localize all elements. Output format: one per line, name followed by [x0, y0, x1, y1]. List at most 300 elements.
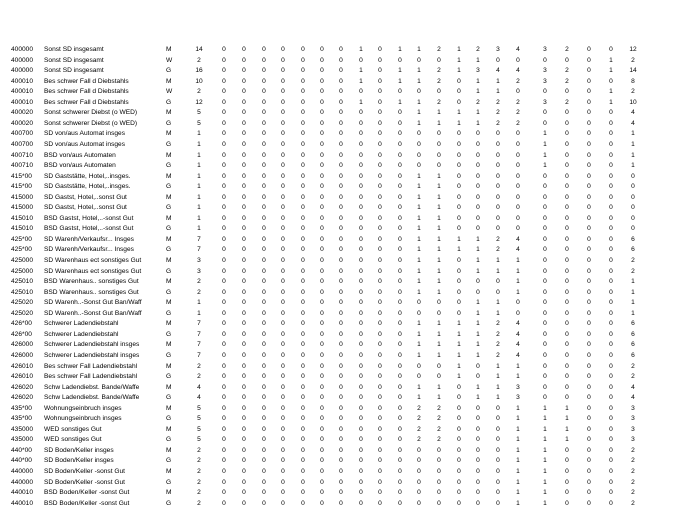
count-cell: 0: [262, 151, 266, 159]
count-cell: 0: [222, 425, 226, 433]
count-cell: 0: [587, 46, 591, 53]
count-cell: 1: [197, 162, 201, 170]
count-cell: 0: [565, 373, 569, 381]
table-row: [0, 224, 700, 234]
count-cell: 0: [301, 404, 305, 412]
count-cell: 1: [417, 183, 421, 191]
count-cell: 1: [609, 98, 613, 106]
count-cell: 0: [262, 404, 266, 412]
count-cell: 0: [609, 172, 613, 180]
count-cell: 0: [301, 214, 305, 222]
code-cell: 400700: [11, 130, 34, 138]
count-cell: 0: [281, 162, 285, 170]
count-cell: 0: [339, 183, 343, 191]
count-cell: 0: [378, 46, 382, 53]
count-cell: 1: [476, 330, 480, 338]
count-cell: 0: [587, 330, 591, 338]
count-cell: 0: [417, 446, 421, 454]
count-cell: 0: [320, 362, 324, 370]
table-row: [0, 56, 700, 66]
count-cell: 0: [301, 88, 305, 96]
count-cell: 0: [320, 257, 324, 264]
count-cell: 0: [378, 478, 382, 486]
count-cell: 0: [565, 288, 569, 296]
count-cell: 0: [398, 383, 402, 391]
count-cell: 2: [197, 362, 201, 370]
sex-cell: W: [166, 88, 173, 96]
code-cell: 440*00: [11, 446, 32, 454]
count-cell: 0: [609, 162, 613, 170]
count-cell: 0: [543, 320, 547, 328]
count-cell: 1: [476, 88, 480, 96]
count-cell: 0: [301, 320, 305, 328]
table-row: [0, 119, 700, 129]
count-cell: 0: [609, 351, 613, 359]
count-cell: 0: [587, 299, 591, 307]
description-cell: Schw Ladendiebst. Bande/Waffe: [44, 394, 140, 402]
table-row: [0, 309, 700, 319]
count-cell: 0: [262, 88, 266, 96]
count-cell: 1: [543, 446, 547, 454]
count-cell: 0: [378, 330, 382, 338]
count-cell: 0: [417, 140, 421, 148]
count-cell: 0: [565, 394, 569, 402]
count-cell: 0: [301, 499, 305, 507]
count-cell: 0: [262, 46, 266, 53]
code-cell: 426*00: [11, 330, 32, 338]
count-cell: 0: [262, 267, 266, 275]
table-row: [0, 256, 700, 266]
count-cell: 0: [242, 88, 246, 96]
table-row: [0, 172, 700, 182]
code-cell: 400020: [11, 119, 34, 127]
count-cell: 1: [417, 278, 421, 286]
code-cell: 426010: [11, 373, 34, 381]
count-cell: 0: [587, 425, 591, 433]
count-cell: 0: [565, 130, 569, 138]
count-cell: 0: [242, 109, 246, 117]
count-cell: 0: [457, 193, 461, 201]
count-cell: 0: [516, 214, 520, 222]
count-cell: 0: [565, 204, 569, 212]
count-cell: 1: [476, 309, 480, 317]
count-cell: 1: [543, 489, 547, 497]
count-cell: 0: [476, 214, 480, 222]
count-cell: 0: [222, 489, 226, 497]
count-cell: 0: [320, 46, 324, 53]
count-cell: 0: [222, 130, 226, 138]
count-cell: 0: [359, 225, 363, 233]
count-cell: 0: [565, 499, 569, 507]
count-cell: 0: [281, 341, 285, 349]
count-cell: 0: [398, 404, 402, 412]
count-cell: 1: [417, 235, 421, 243]
count-cell: 4: [516, 341, 520, 349]
count-cell: 1: [437, 351, 441, 359]
code-cell: 440010: [11, 499, 34, 507]
count-cell: 0: [378, 225, 382, 233]
count-cell: 4: [516, 320, 520, 328]
count-cell: 0: [496, 478, 500, 486]
table-row: [0, 478, 700, 488]
count-cell: 0: [222, 257, 226, 264]
count-cell: 0: [339, 172, 343, 180]
count-cell: 0: [222, 140, 226, 148]
count-cell: 0: [457, 404, 461, 412]
count-cell: 0: [587, 468, 591, 475]
count-cell: 0: [587, 235, 591, 243]
count-cell: 0: [587, 383, 591, 391]
count-cell: 0: [398, 140, 402, 148]
count-cell: 0: [437, 151, 441, 159]
count-cell: 1: [516, 288, 520, 296]
count-cell: 0: [457, 225, 461, 233]
count-cell: 0: [398, 362, 402, 370]
count-cell: 0: [565, 309, 569, 317]
count-cell: 1: [476, 320, 480, 328]
count-cell: 0: [587, 415, 591, 423]
count-cell: 0: [378, 109, 382, 117]
count-cell: 0: [301, 299, 305, 307]
count-cell: 0: [437, 309, 441, 317]
count-cell: 0: [398, 183, 402, 191]
count-cell: 0: [565, 278, 569, 286]
count-cell: 1: [417, 119, 421, 127]
count-cell: 0: [378, 88, 382, 96]
description-cell: SD Boden/Keller -sonst Gut: [44, 478, 125, 486]
count-cell: 0: [262, 98, 266, 106]
count-cell: 2: [496, 330, 500, 338]
count-cell: 0: [301, 67, 305, 75]
code-cell: 435000: [11, 436, 34, 444]
count-cell: 0: [320, 77, 324, 85]
count-cell: 0: [543, 56, 547, 64]
count-cell: 0: [339, 140, 343, 148]
count-cell: 0: [496, 151, 500, 159]
count-cell: 7: [197, 320, 201, 328]
count-cell: 0: [609, 309, 613, 317]
count-cell: 0: [398, 162, 402, 170]
count-cell: 0: [609, 214, 613, 222]
count-cell: 0: [339, 489, 343, 497]
count-cell: 0: [437, 489, 441, 497]
count-cell: 0: [301, 225, 305, 233]
count-cell: 0: [631, 225, 635, 233]
count-cell: 3: [476, 67, 480, 75]
count-cell: 0: [320, 489, 324, 497]
count-cell: 0: [359, 140, 363, 148]
count-cell: 0: [631, 214, 635, 222]
count-cell: 0: [457, 489, 461, 497]
count-cell: 0: [262, 425, 266, 433]
count-cell: 1: [417, 67, 421, 75]
count-cell: 0: [437, 162, 441, 170]
count-cell: 0: [320, 119, 324, 127]
count-cell: 0: [222, 330, 226, 338]
table-row: [0, 87, 700, 97]
count-cell: 0: [242, 130, 246, 138]
count-cell: 0: [565, 446, 569, 454]
count-cell: 0: [320, 478, 324, 486]
count-cell: 0: [339, 404, 343, 412]
count-cell: 0: [437, 478, 441, 486]
count-cell: 0: [543, 257, 547, 264]
count-cell: 0: [301, 56, 305, 64]
count-cell: 0: [242, 415, 246, 423]
count-cell: 0: [543, 362, 547, 370]
count-cell: 0: [320, 267, 324, 275]
code-cell: 400010: [11, 98, 34, 106]
count-cell: 1: [197, 130, 201, 138]
description-cell: SD Warenh/Verkaufsr... Insges: [44, 246, 134, 254]
count-cell: 4: [631, 383, 635, 391]
count-cell: 0: [378, 436, 382, 444]
count-cell: 2: [437, 425, 441, 433]
count-cell: 0: [565, 320, 569, 328]
count-cell: 0: [457, 383, 461, 391]
table-row: [0, 235, 700, 245]
count-cell: 1: [417, 288, 421, 296]
count-cell: 0: [222, 46, 226, 53]
count-cell: 0: [587, 88, 591, 96]
count-cell: 0: [609, 151, 613, 159]
count-cell: 1: [457, 373, 461, 381]
count-cell: 0: [516, 162, 520, 170]
count-cell: 0: [359, 109, 363, 117]
count-cell: 0: [262, 130, 266, 138]
count-cell: 2: [417, 415, 421, 423]
count-cell: 0: [242, 246, 246, 254]
count-cell: 0: [457, 468, 461, 475]
count-cell: 1: [516, 267, 520, 275]
count-cell: 2: [197, 278, 201, 286]
count-cell: 1: [437, 278, 441, 286]
count-cell: 0: [301, 309, 305, 317]
count-cell: 0: [281, 478, 285, 486]
count-cell: 0: [222, 267, 226, 275]
count-cell: 2: [565, 46, 569, 53]
count-cell: 1: [496, 299, 500, 307]
count-cell: 0: [609, 362, 613, 370]
count-cell: 0: [320, 246, 324, 254]
count-cell: 0: [378, 383, 382, 391]
count-cell: 0: [359, 489, 363, 497]
count-cell: 2: [496, 235, 500, 243]
count-cell: 0: [222, 204, 226, 212]
count-cell: 1: [516, 362, 520, 370]
count-cell: 4: [197, 394, 201, 402]
count-cell: 0: [543, 214, 547, 222]
count-cell: 0: [378, 373, 382, 381]
count-cell: 0: [457, 151, 461, 159]
code-cell: 425000: [11, 257, 34, 264]
count-cell: 2: [496, 246, 500, 254]
count-cell: 1: [437, 225, 441, 233]
count-cell: 0: [565, 489, 569, 497]
count-cell: 0: [339, 478, 343, 486]
count-cell: 0: [339, 499, 343, 507]
count-cell: 1: [543, 404, 547, 412]
description-cell: SD Gastst, Hotel,..sonst Gut: [44, 204, 127, 212]
count-cell: 1: [631, 299, 635, 307]
count-cell: 0: [320, 288, 324, 296]
count-cell: 2: [437, 436, 441, 444]
count-cell: 0: [339, 204, 343, 212]
count-cell: 1: [476, 246, 480, 254]
count-cell: 0: [609, 288, 613, 296]
count-cell: 0: [516, 183, 520, 191]
count-cell: 0: [281, 309, 285, 317]
count-cell: 4: [516, 351, 520, 359]
count-cell: 0: [359, 88, 363, 96]
description-cell: SD Boden/Keller insges: [44, 446, 114, 454]
count-cell: 0: [339, 362, 343, 370]
count-cell: 0: [587, 183, 591, 191]
sex-cell: M: [166, 489, 172, 497]
count-cell: 0: [222, 172, 226, 180]
count-cell: 0: [398, 193, 402, 201]
count-cell: 0: [281, 225, 285, 233]
count-cell: 0: [339, 257, 343, 264]
count-cell: 0: [587, 140, 591, 148]
count-cell: 0: [587, 394, 591, 402]
count-cell: 2: [631, 373, 635, 381]
count-cell: 0: [543, 278, 547, 286]
count-cell: 2: [437, 67, 441, 75]
table-row: [0, 425, 700, 435]
table-row: [0, 435, 700, 445]
count-cell: 0: [262, 362, 266, 370]
count-cell: 0: [437, 373, 441, 381]
count-cell: 0: [222, 309, 226, 317]
count-cell: 0: [262, 172, 266, 180]
count-cell: 0: [281, 299, 285, 307]
count-cell: 7: [197, 330, 201, 338]
count-cell: 0: [359, 341, 363, 349]
count-cell: 0: [437, 299, 441, 307]
count-cell: 12: [195, 98, 203, 106]
code-cell: 440000: [11, 468, 34, 475]
count-cell: 0: [543, 246, 547, 254]
count-cell: 1: [543, 130, 547, 138]
count-cell: 8: [631, 77, 635, 85]
count-cell: 0: [609, 278, 613, 286]
count-cell: 14: [629, 67, 637, 75]
count-cell: 0: [242, 98, 246, 106]
count-cell: 0: [565, 56, 569, 64]
count-cell: 0: [242, 172, 246, 180]
description-cell: Sonst schwerer Diebst (o WED): [44, 119, 138, 127]
sex-cell: M: [166, 446, 172, 454]
count-cell: 0: [565, 235, 569, 243]
count-cell: 0: [301, 162, 305, 170]
table-row: [0, 298, 700, 308]
count-cell: 3: [543, 46, 547, 53]
sex-cell: G: [166, 140, 172, 148]
count-cell: 0: [320, 140, 324, 148]
count-cell: 0: [476, 193, 480, 201]
count-cell: 1: [437, 109, 441, 117]
count-cell: 1: [437, 320, 441, 328]
sex-cell: M: [166, 172, 172, 180]
count-cell: 0: [609, 183, 613, 191]
count-cell: 0: [281, 425, 285, 433]
count-cell: 0: [359, 404, 363, 412]
count-cell: 0: [398, 330, 402, 338]
count-cell: 0: [476, 499, 480, 507]
count-cell: 0: [281, 351, 285, 359]
count-cell: 0: [242, 193, 246, 201]
count-cell: 1: [457, 46, 461, 53]
count-cell: 1: [565, 404, 569, 412]
count-cell: 0: [262, 204, 266, 212]
count-cell: 0: [320, 88, 324, 96]
count-cell: 0: [398, 246, 402, 254]
description-cell: SD Boden/Keller -sonst Gut: [44, 468, 125, 475]
count-cell: 1: [476, 394, 480, 402]
count-cell: 0: [457, 183, 461, 191]
description-cell: BSD Warenhaus.. sonstiges Gut: [44, 278, 139, 286]
count-cell: 0: [417, 468, 421, 475]
count-cell: 0: [543, 373, 547, 381]
description-cell: Sonst schwerer Diebst (o WED): [44, 109, 138, 117]
count-cell: 0: [378, 351, 382, 359]
count-cell: 0: [609, 257, 613, 264]
count-cell: 0: [301, 330, 305, 338]
count-cell: 0: [631, 172, 635, 180]
code-cell: 425010: [11, 278, 34, 286]
code-cell: 426010: [11, 362, 34, 370]
count-cell: 3: [631, 404, 635, 412]
count-cell: 0: [496, 404, 500, 412]
count-cell: 2: [631, 499, 635, 507]
count-cell: 0: [281, 330, 285, 338]
count-cell: 0: [609, 193, 613, 201]
count-cell: 0: [222, 373, 226, 381]
count-cell: 1: [516, 489, 520, 497]
count-cell: 0: [301, 77, 305, 85]
count-cell: 0: [543, 204, 547, 212]
table-row: [0, 161, 700, 171]
count-cell: 0: [242, 489, 246, 497]
count-cell: 1: [516, 425, 520, 433]
count-cell: 0: [359, 288, 363, 296]
count-cell: 0: [281, 362, 285, 370]
count-cell: 2: [197, 478, 201, 486]
count-cell: 0: [543, 351, 547, 359]
count-cell: 2: [631, 457, 635, 465]
count-cell: 0: [543, 172, 547, 180]
count-cell: 0: [339, 267, 343, 275]
count-cell: 1: [417, 214, 421, 222]
count-cell: 0: [262, 499, 266, 507]
table-row: [0, 446, 700, 456]
count-cell: 2: [631, 257, 635, 264]
count-cell: 0: [242, 267, 246, 275]
count-cell: 2: [516, 77, 520, 85]
count-cell: 0: [242, 394, 246, 402]
count-cell: 1: [609, 67, 613, 75]
count-cell: 0: [339, 225, 343, 233]
count-cell: 1: [476, 299, 480, 307]
count-cell: 1: [457, 246, 461, 254]
count-cell: 0: [320, 351, 324, 359]
count-cell: 0: [242, 225, 246, 233]
count-cell: 0: [587, 151, 591, 159]
count-cell: 0: [587, 225, 591, 233]
count-cell: 0: [496, 225, 500, 233]
count-cell: 1: [437, 204, 441, 212]
